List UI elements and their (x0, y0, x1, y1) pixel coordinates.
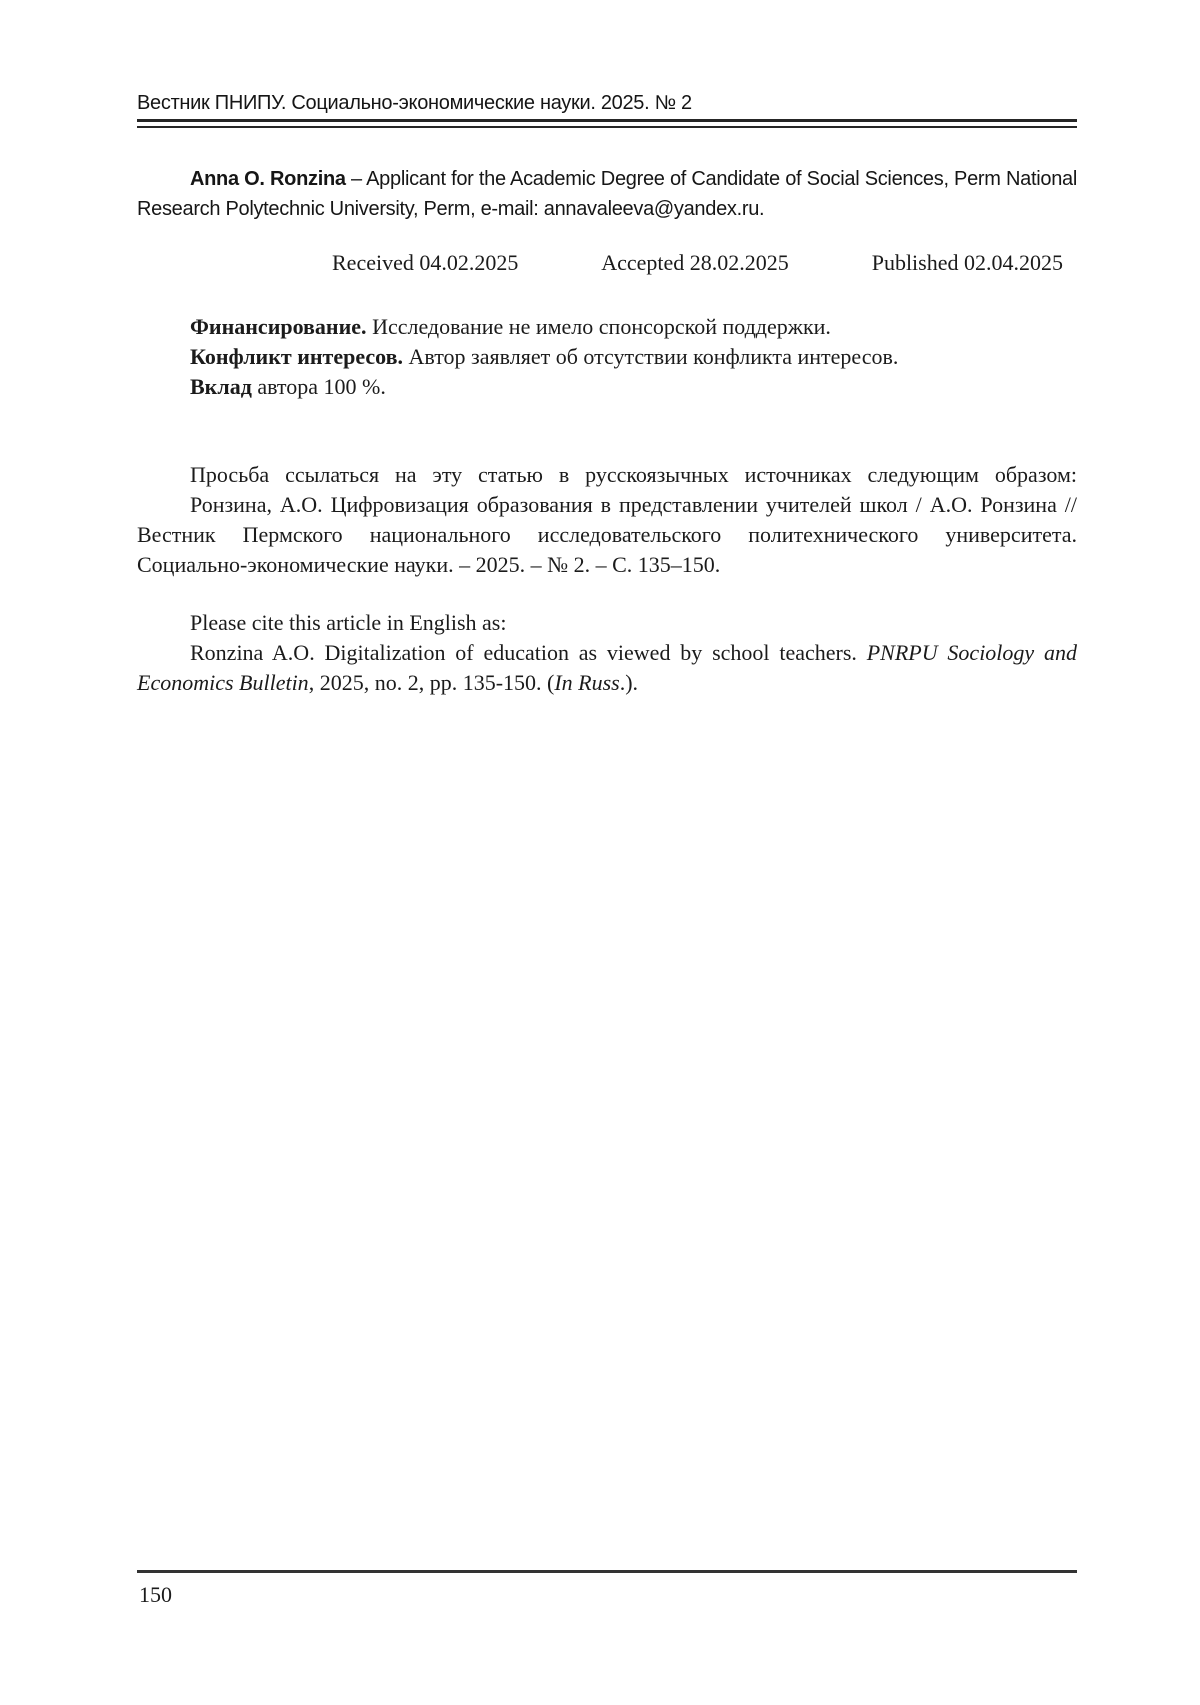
citation-ru-intro: Просьба ссылаться на эту статью в русскоязычных источниках следующим образом: (190, 462, 1077, 487)
funding-lead: Финансирование. (190, 314, 367, 339)
citation-ru-text: Ронзина, А.О. Цифровизация образования в представлении учителей школ / А.О. Ронзина // Вестник Пермского национального исследовательского политехнического университета. Социально-экономические науки. – 2025. – № 2. – С. 135–150. (137, 492, 1077, 577)
citation-en-intro: Please cite this article in English as: (190, 610, 507, 635)
author-info (137, 164, 1077, 224)
published-date: Published 02.04.2025 (871, 250, 1063, 275)
author-affiliation: – Applicant for the Academic Degree of Candidate of Social Sciences, Perm National Research Polytechnic University, Perm, e-mail: annavaleeva@yandex.ru. (137, 168, 1077, 220)
contribution-text: автора 100 %. (251, 374, 386, 399)
conflict-text: Автор заявляет об отсутствии конфликта интересов. (403, 344, 899, 369)
header-double-rule (137, 119, 1077, 128)
article-dates (137, 248, 1077, 278)
citation-en-journal-italic: PNRPU Sociology and Economics Bulletin (137, 640, 1078, 695)
funding-text: Исследование не имело спонсорской поддержки. (366, 314, 831, 339)
conflict-lead: Конфликт интересов. (190, 344, 403, 369)
citation-en-block (137, 608, 1077, 698)
citation-ru-block (137, 460, 1077, 580)
conflict-note (137, 342, 1077, 372)
citation-en-lead: Ronzina A.O. Digitalization of education as viewed by school teachers. (190, 640, 867, 665)
footer-rule (137, 1570, 1077, 1573)
citation-en-text (137, 638, 1077, 698)
page-number: 150 (139, 1582, 172, 1607)
contribution-lead: Вклад (190, 374, 252, 399)
running-header: Вестник ПНИПУ. Социально-экономические науки. 2025. № 2 (137, 92, 692, 114)
accepted-date: Accepted 28.02.2025 (601, 250, 789, 275)
contribution-note (137, 372, 1077, 402)
page-content (0, 92, 1200, 698)
citation-en-tail: .). (619, 670, 639, 695)
author-name: Anna O. Ronzina (190, 168, 346, 190)
received-date: Received 04.02.2025 (332, 250, 519, 275)
funding-note (137, 312, 1077, 342)
declarations-block (137, 312, 1077, 402)
citation-en-mid: , 2025, no. 2, pp. 135-150. ( (308, 670, 555, 695)
citation-en-inruss-italic: In Russ (554, 670, 620, 695)
